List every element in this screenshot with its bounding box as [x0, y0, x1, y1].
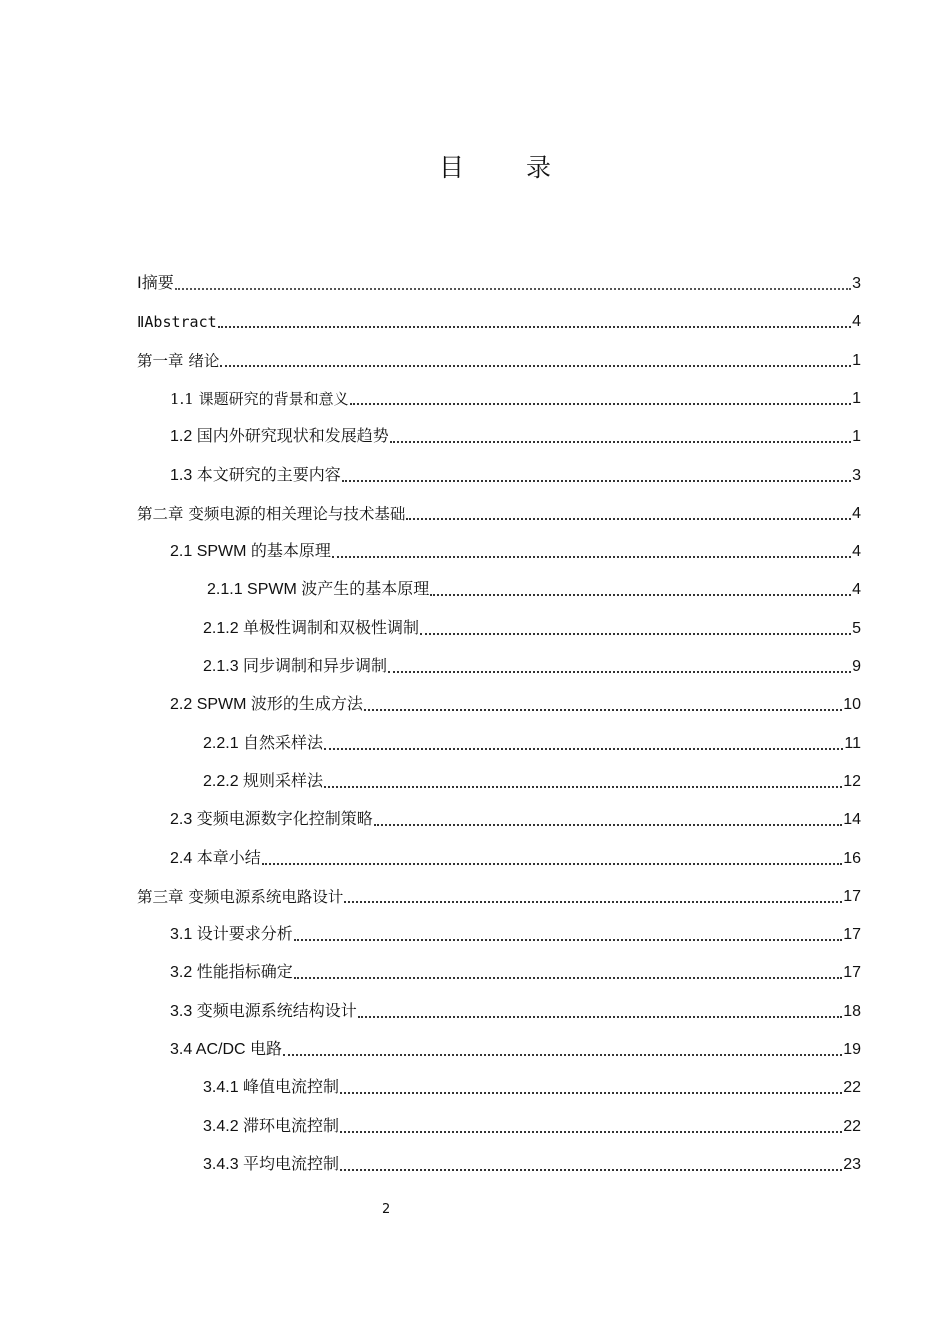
toc-entry[interactable] — [170, 957, 861, 983]
toc-entry-page-number: 1 — [852, 428, 861, 446]
toc-entry-page-number: 17 — [843, 964, 861, 982]
toc-entry-label: 2.4 本章小结 — [170, 849, 261, 867]
toc-entry-label: 第二章 变频电源的相关理论与技术基础 — [137, 504, 406, 523]
toc-entry-page-number: 3 — [852, 466, 861, 484]
dot-leader — [283, 1054, 842, 1056]
toc-entry-page-number: 14 — [843, 811, 861, 829]
dot-leader — [340, 1131, 842, 1133]
toc-entry-page-number: 4 — [852, 543, 861, 561]
toc-entry-label: 3.4 AC/DC 电路 — [170, 1041, 283, 1058]
toc-entry[interactable] — [137, 268, 861, 294]
dot-leader — [374, 824, 843, 826]
toc-entry-label: 2.1.2 单极性调制和双极性调制 — [203, 619, 420, 637]
toc-entry-page-number: 18 — [843, 1002, 861, 1020]
toc-entry-label: 2.2.2 规则采样法 — [203, 772, 324, 790]
toc-entry-label: 2.1.3 同步调制和异步调制 — [203, 658, 388, 675]
toc-entry-page-number: 1 — [852, 389, 861, 407]
toc-entry-page-number: 4 — [852, 581, 861, 599]
toc-entry[interactable] — [170, 919, 861, 945]
toc-title — [0, 148, 950, 184]
toc-entry-page-number: 17 — [843, 926, 861, 944]
toc-entry[interactable] — [170, 996, 861, 1022]
dot-leader — [175, 288, 851, 290]
dot-leader — [344, 901, 842, 903]
dot-leader — [430, 594, 851, 596]
toc-entry[interactable] — [170, 804, 861, 830]
toc-entry-page-number: 17 — [843, 887, 861, 905]
toc-entry-label: 第三章 变频电源系统电路设计 — [137, 887, 344, 906]
toc-entry[interactable] — [137, 345, 861, 371]
toc-entry[interactable] — [203, 1111, 861, 1137]
toc-entry-label: 3.1 设计要求分析 — [170, 926, 293, 944]
toc-entry[interactable] — [203, 1149, 861, 1175]
toc-entry[interactable] — [203, 766, 861, 792]
toc-entry[interactable] — [137, 881, 861, 907]
toc-entry-page-number: 3 — [852, 275, 861, 292]
dot-leader — [332, 556, 851, 558]
dot-leader — [324, 786, 842, 788]
dot-leader — [262, 863, 843, 865]
toc-entry[interactable] — [137, 498, 861, 524]
toc-entry[interactable] — [170, 689, 861, 715]
toc-entry[interactable] — [203, 728, 861, 754]
toc-entry-page-number: 22 — [843, 1117, 861, 1135]
dot-leader — [294, 977, 843, 979]
toc-entry[interactable] — [170, 843, 861, 869]
toc-entry-page-number: 1 — [852, 351, 861, 369]
toc-entry-label: 3.2 性能指标确定 — [170, 964, 293, 982]
dot-leader — [406, 518, 851, 520]
toc-entry-label: ⅡAbstract — [137, 313, 217, 332]
toc-entry-page-number: 16 — [843, 849, 861, 867]
toc-entry-page-number: 4 — [852, 504, 861, 522]
toc-entry[interactable] — [170, 1034, 861, 1060]
page-number: 2 — [382, 1202, 391, 1217]
toc-entry-label: 2.3 变频电源数字化控制策略 — [170, 811, 373, 829]
dot-leader — [342, 480, 851, 482]
toc-entry[interactable] — [170, 421, 861, 447]
toc-entry-label: 2.1.1 SPWM 波产生的基本原理 — [207, 581, 430, 599]
toc-entry-page-number: 11 — [844, 734, 861, 752]
toc-entry-page-number: 19 — [843, 1041, 861, 1058]
dot-leader — [324, 748, 843, 750]
dot-leader — [390, 441, 851, 443]
toc-entry[interactable] — [170, 460, 861, 486]
toc-entry[interactable] — [137, 306, 861, 332]
toc-entry-page-number: 22 — [843, 1079, 861, 1097]
dot-leader — [364, 709, 842, 711]
dot-leader — [340, 1169, 842, 1171]
toc-entry-label: 2.2.1 自然采样法 — [203, 734, 324, 752]
toc-entry-label: 3.4.2 滞环电流控制 — [203, 1117, 340, 1135]
toc-entry-label: 1.1 课题研究的背景和意义 — [170, 389, 349, 408]
toc-entry-label: 第一章 绪论 — [137, 351, 220, 370]
toc-entry-page-number: 23 — [843, 1155, 861, 1173]
toc-entry[interactable] — [207, 574, 861, 600]
toc-entry[interactable] — [170, 383, 861, 409]
dot-leader — [218, 326, 851, 328]
dot-leader — [420, 633, 851, 635]
toc-entry[interactable] — [203, 613, 861, 639]
toc-entry-label: 2.2 SPWM 波形的生成方法 — [170, 696, 363, 714]
dot-leader — [294, 939, 843, 941]
toc-entry-label: 3.4.3 平均电流控制 — [203, 1155, 340, 1173]
toc-entry-label: 3.4.1 峰值电流控制 — [203, 1079, 340, 1097]
toc-entry-page-number: 4 — [852, 313, 861, 331]
toc-entry-page-number: 5 — [852, 619, 861, 637]
dot-leader — [220, 365, 851, 367]
toc-entry-label: 2.1 SPWM 的基本原理 — [170, 543, 331, 561]
toc-entry[interactable] — [170, 536, 861, 562]
toc-entry[interactable] — [203, 1072, 861, 1098]
toc-entry-label: 1.2 国内外研究现状和发展趋势 — [170, 428, 389, 446]
toc-entry-label: 1.3 本文研究的主要内容 — [170, 466, 341, 484]
dot-leader — [358, 1016, 843, 1018]
dot-leader — [350, 403, 851, 405]
toc-entry-page-number: 9 — [852, 658, 861, 675]
toc-entry-label: Ⅰ摘要 — [137, 275, 174, 292]
dot-leader — [340, 1092, 842, 1094]
toc-title-right: 录 — [526, 153, 552, 182]
dot-leader — [388, 671, 851, 673]
toc-entry[interactable] — [203, 651, 861, 677]
toc-entry-page-number: 10 — [843, 696, 861, 714]
toc-entry-page-number: 12 — [843, 772, 861, 790]
toc-title-left: 目 — [438, 153, 464, 182]
toc-entry-label: 3.3 变频电源系统结构设计 — [170, 1002, 357, 1020]
